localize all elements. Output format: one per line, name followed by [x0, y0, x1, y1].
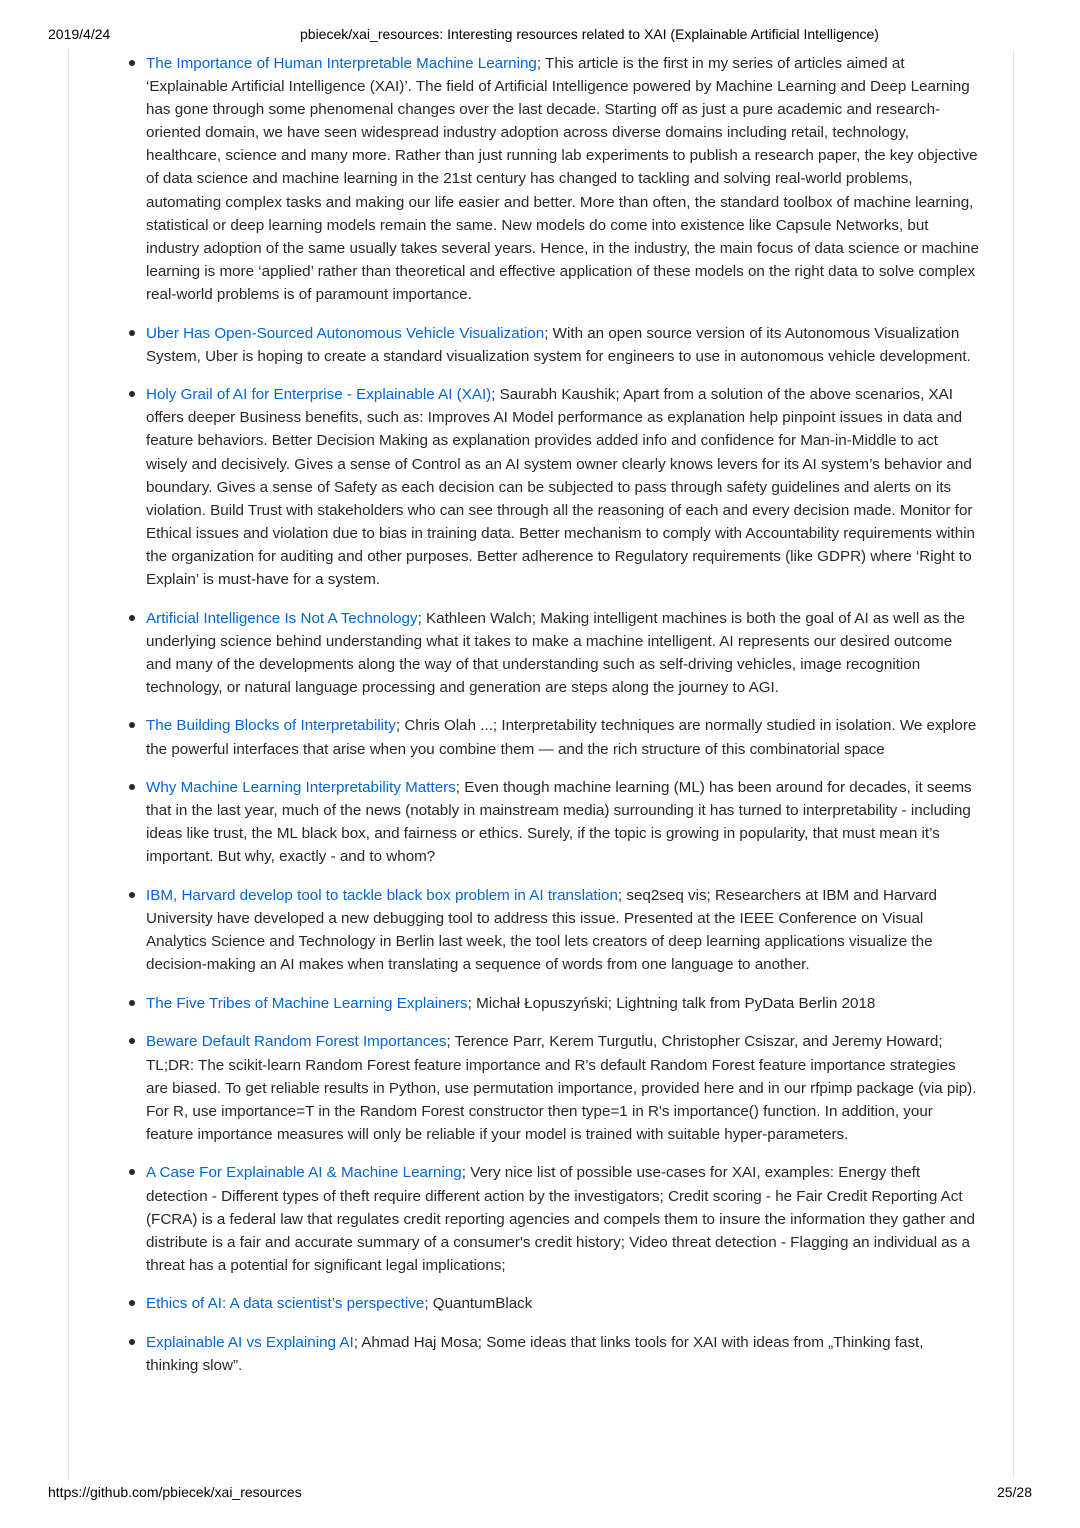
list-item — [100, 1030, 980, 1145]
resource-link[interactable]: Explainable AI vs Explaining AI — [146, 1334, 354, 1351]
resource-description: ; Chris Olah ...; Interpretability techniques are normally studied in isolation. We explore the powerful interfaces that arise when you combine them — and the rich structure of this combinatorial space — [146, 717, 977, 758]
resource-description: ; Michał Łopuszyński; Lightning talk from PyData Berlin 2018 — [467, 994, 876, 1012]
list-item — [100, 1161, 980, 1276]
list-item — [100, 714, 980, 760]
resource-link[interactable]: IBM, Harvard develop tool to tackle black box problem in AI translation — [146, 887, 618, 904]
page-number: 25/28 — [996, 1484, 1032, 1500]
content-border-left — [68, 50, 69, 1478]
resource-description: ; This article is the first in my series of articles aimed at ‘Explainable Artificial Intelligence (XAI)’. The field of Artificial Intelligence powered by Machine Learning and Deep Learning has gone through some phenomenal changes over the last decade. Starting off as just a pure academic and research-oriented domain, we have seen widespread industry adoption across diverse domains including retail, technology, healthcare, science and many more. Rather than just running lab experiments to publish a research paper, the key objective of data science and machine learning in the 21st century has changed to tackling and solving real-world problems, automating complex tasks and making our life easier and better. More than often, the standard toolbox of machine learning, statistical or deep learning models remain the same. New models do come into existence like Capsule Networks, but industry adoption of the same usually takes several years. Hence, in the industry, the main focus of data science or machine learning is more ‘applied’ rather than theoretical and effective application of these models on the right data to solve complex real-world problems is of paramount importance. — [146, 55, 979, 303]
list-item — [100, 1331, 980, 1377]
list-item — [100, 992, 980, 1015]
list-item — [100, 884, 980, 976]
resource-description: ; Very nice list of possible use-cases for XAI, examples: Energy theft detection - Different types of theft require different action by the investigators; Credit scoring - he Fair Credit Reporting Act (FCRA) is a federal law that regulates credit reporting agencies and compels them to insure the information they gather and distribute is a fair and accurate summary of a consumer's credit history; Video threat detection - Flagging an individual as a threat has a potential for significant legal implications; — [146, 1164, 975, 1274]
resource-description: ; Ahmad Haj Mosa; Some ideas that links tools for XAI with ideas from „Thinking fast, thinking slow”. — [146, 1334, 924, 1375]
list-item — [100, 383, 980, 591]
list-item — [100, 776, 980, 868]
list-item — [100, 52, 980, 306]
resource-description: ; Saurabh Kaushik; Apart from a solution of the above scenarios, XAI offers deeper Business benefits, such as: Improves AI Model performance as explanation help pinpoint issues in data and feature behaviors. Better Decision Making as explanation provides added info and confidence for Man-in-Middle to act wisely and decisively. Gives a sense of Control as an AI system owner clearly knows levers for its AI system’s behavior and boundary. Gives a sense of Safety as each decision can be subjected to pass through safety guidelines and alerts on its violation. Build Trust with stakeholders who can see through all the reasoning of each and every decision made. Monitor for Ethical issues and violation due to bias in training data. Better mechanism to comply with Accountability requirements within the organization for auditing and other purposes. Better adherence to Regulatory requirements (like GDPR) where ‘Right to Explain’ is must-have for a system. — [146, 386, 975, 588]
resource-link[interactable]: The Building Blocks of Interpretability — [146, 717, 396, 735]
resource-link[interactable]: Artificial Intelligence Is Not A Technology — [146, 609, 418, 627]
resource-link[interactable]: A Case For Explainable AI & Machine Learning — [146, 1164, 462, 1182]
readme-content — [100, 52, 980, 1393]
page-title: pbiecek/xai_resources: Interesting resources related to XAI (Explainable Artificial Intelligence) — [300, 26, 879, 42]
print-date: 2019/4/24 — [48, 26, 111, 42]
resource-link[interactable]: Holy Grail of AI for Enterprise - Explainable AI (XAI) — [146, 386, 492, 404]
list-item — [100, 322, 980, 368]
page-url: https://github.com/pbiecek/xai_resources — [48, 1484, 302, 1500]
resource-link[interactable]: Beware Default Random Forest Importances — [146, 1033, 447, 1051]
list-item — [100, 607, 980, 699]
resource-link[interactable]: Why Machine Learning Interpretability Matters — [146, 779, 456, 797]
resource-description: ; Kathleen Walch; Making intelligent machines is both the goal of AI as well as the underlying science behind understanding what it takes to make a machine intelligent. AI represents our desired outcome and many of the developments along the way of that understanding such as self-driving vehicles, image recognition technology, or natural language processing and generation are steps along the journey to AGI. — [146, 609, 965, 696]
resource-description: ; Even though machine learning (ML) has been around for decades, it seems that in the last year, much of the news (notably in mainstream media) surrounding it has turned to interpretability - including ideas like trust, the ML black box, and fairness or ethics. Surely, if the topic is growing in popularity, that must mean it’s important. But why, exactly - and to whom? — [146, 779, 972, 866]
content-border-right — [1013, 50, 1014, 1478]
resource-link[interactable]: Uber Has Open-Sourced Autonomous Vehicle Visualization — [146, 324, 545, 342]
resource-description: ; seq2seq vis; Researchers at IBM and Harvard University have developed a new debugging tool to address this issue. Presented at the IEEE Conference on Visual Analytics Science and Technology in Berlin last week, the tool lets creators of deep learning applications visualize the decision-making an AI makes when translating a sequence of words from one language to another. — [146, 887, 937, 974]
resource-description: ; QuantumBlack — [424, 1295, 533, 1313]
resource-link[interactable]: Ethics of AI: A data scientist’s perspective — [146, 1295, 425, 1313]
resource-link[interactable]: The Five Tribes of Machine Learning Explainers — [146, 994, 468, 1012]
print-header — [0, 26, 1080, 46]
list-item — [100, 1292, 980, 1315]
resource-list — [100, 52, 980, 1377]
resource-link[interactable]: The Importance of Human Interpretable Machine Learning — [146, 55, 537, 72]
resource-description: ; Terence Parr, Kerem Turgutlu, Christopher Csiszar, and Jeremy Howard; TL;DR: The scikit-learn Random Forest feature importance and R's default Random Forest feature importance strategies are biased. To get reliable results in Python, use permutation importance, provided here and in our rfpimp package (via pip). For R, use importance=T in the Random Forest constructor then type=1 in R's importance() function. In addition, your feature importance measures will only be reliable if your model is trained with suitable hyper-parameters. — [146, 1033, 977, 1143]
print-footer — [0, 1484, 1080, 1504]
resource-description: ; With an open source version of its Autonomous Visualization System, Uber is hoping to create a standard visualization system for engineers to use in autonomous vehicle development. — [146, 324, 971, 365]
